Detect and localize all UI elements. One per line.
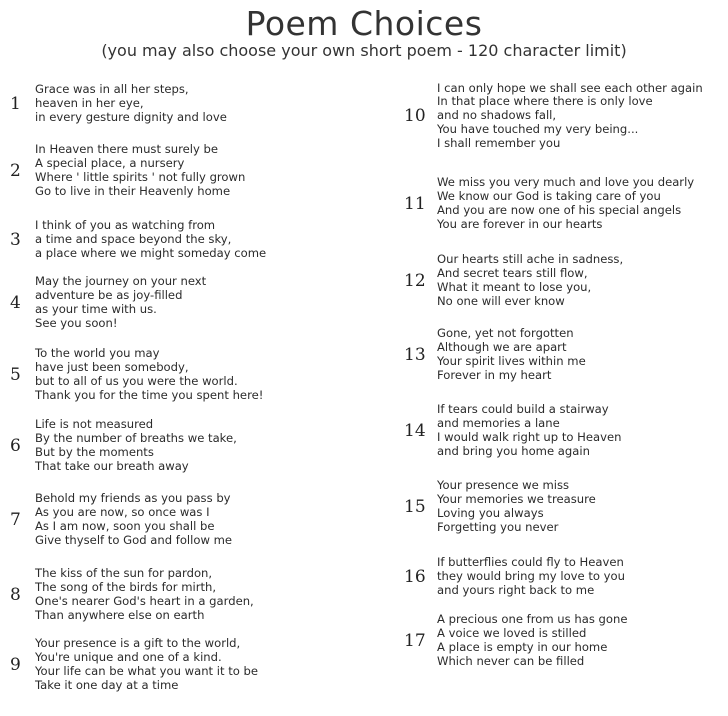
poem-line: I would walk right up to Heaven: [437, 429, 622, 444]
poem-line: If butterflies could fly to Heaven: [437, 555, 624, 570]
poem-line: Than anywhere else on earth: [35, 607, 205, 622]
poem-line: but to all of us you were the world.: [35, 373, 238, 388]
poem-number: 10: [404, 106, 426, 126]
poem-line: I can only hope we shall see each other again: [437, 80, 703, 95]
poem-number: 17: [404, 630, 426, 651]
poem-line: We know our God is taking care of you: [437, 189, 661, 204]
poem-text: [437, 556, 625, 597]
poem-number: 6: [10, 435, 21, 456]
poem-number: 15: [404, 496, 426, 517]
poem-line: We miss you very much and love you dearly: [437, 175, 695, 190]
poem-entry: [404, 327, 724, 382]
poem-line: In Heaven there must surely be: [35, 142, 218, 157]
poem-line: Our hearts still ache in sadness,: [437, 252, 624, 267]
poem-line: As you are now, so once was I: [35, 505, 210, 520]
poem-line: If tears could build a stairway: [437, 402, 609, 417]
poem-text: [35, 347, 263, 402]
poem-line: Your presence we miss: [437, 478, 570, 493]
poem-line: I shall remember you: [437, 135, 561, 150]
poem-line: But by the moments: [35, 444, 154, 459]
poem-line: Your presence is a gift to the world,: [35, 636, 241, 651]
poem-text: [35, 219, 266, 260]
poem-entry: [10, 492, 310, 547]
poem-line: Grace was in all her steps,: [35, 82, 189, 97]
poem-number: 3: [10, 229, 21, 250]
poem-line: Behold my friends as you pass by: [35, 491, 231, 506]
poem-entry: [404, 403, 724, 458]
poem-line: A precious one from us has gone: [437, 612, 628, 627]
poem-line: Your life can be what you want it to be: [35, 663, 259, 678]
poem-line: Which never can be filled: [437, 653, 585, 668]
poem-line: Where ' little spirits ' not fully grown: [35, 169, 246, 184]
poem-text: [35, 492, 232, 547]
poem-text: [35, 418, 237, 473]
poem-line: You are forever in our hearts: [437, 216, 603, 231]
poem-line: A place is empty in our home: [437, 639, 608, 654]
poem-number: 11: [404, 193, 426, 214]
poem-text: [437, 176, 694, 231]
poem-line: Forgetting you never: [437, 519, 559, 534]
poem-line: By the number of breaths we take,: [35, 431, 237, 446]
poem-line: As I am now, soon you shall be: [35, 518, 215, 533]
poem-text: [437, 82, 703, 151]
poem-line: Although we are apart: [437, 340, 567, 355]
poem-number: 14: [404, 420, 426, 441]
poem-number: 9: [10, 654, 21, 675]
poem-number: 16: [404, 566, 426, 587]
poem-line: The kiss of the sun for pardon,: [35, 566, 213, 581]
poem-line: That take our breath away: [35, 458, 189, 473]
poem-line: Go to live in their Heavenly home: [35, 183, 231, 198]
poem-entry: [10, 347, 310, 402]
poem-line: A voice we loved is stilled: [437, 626, 587, 641]
poem-entry: [10, 418, 310, 473]
poem-number: 1: [10, 93, 21, 114]
poem-line: In that place where there is only love: [437, 94, 653, 109]
poem-entry: [404, 479, 724, 534]
poem-line: as your time with us.: [35, 301, 157, 316]
poem-line: May the journey on your next: [35, 274, 207, 289]
poem-entry: [10, 83, 310, 124]
poem-text: [437, 403, 621, 458]
poem-text: [437, 327, 586, 382]
poem-line: Your spirit lives within me: [437, 353, 586, 368]
poem-number: 2: [10, 160, 21, 181]
poem-line: And secret tears still flow,: [437, 266, 588, 281]
poem-line: a place where we might someday come: [35, 245, 267, 260]
poem-line: Forever in my heart: [437, 367, 552, 382]
poem-line: No one will ever know: [437, 293, 565, 308]
poem-text: [35, 143, 245, 198]
poem-entry: [10, 637, 310, 692]
poem-line: See you soon!: [35, 315, 118, 330]
poem-line: and no shadows fall,: [437, 108, 557, 123]
poem-text: [437, 253, 623, 308]
poem-text: [35, 275, 206, 330]
poem-line: and memories a lane: [437, 416, 560, 431]
poem-entry: [404, 253, 724, 308]
poem-entry: [404, 613, 724, 668]
poem-line: and bring you home again: [437, 443, 590, 458]
poem-number: 12: [404, 270, 426, 291]
poem-entry: [10, 143, 310, 198]
poem-entry: [404, 82, 724, 151]
poem-entry: [404, 556, 724, 597]
poem-line: have just been somebody,: [35, 360, 189, 375]
poem-line: they would bring my love to you: [437, 569, 625, 584]
poem-number: 4: [10, 292, 21, 313]
poem-line: Loving you always: [437, 505, 544, 520]
poem-text: [437, 479, 596, 534]
poem-line: Thank you for the time you spent here!: [35, 387, 264, 402]
poem-line: Your memories we treasure: [437, 492, 596, 507]
poem-line: a time and space beyond the sky,: [35, 232, 232, 247]
poem-line: A special place, a nursery: [35, 156, 185, 171]
poem-line: Life is not measured: [35, 417, 154, 432]
poem-number: 5: [10, 364, 21, 385]
poem-line: Gone, yet not forgotten: [437, 326, 574, 341]
poem-entry: [10, 219, 310, 260]
poem-line: You have touched my very being...: [437, 121, 639, 136]
poem-number: 7: [10, 509, 21, 530]
poem-line: Take it one day at a time: [35, 677, 179, 692]
poem-text: [35, 567, 254, 622]
poem-line: The song of the birds for mirth,: [35, 580, 217, 595]
poem-text: [35, 83, 227, 124]
poem-line: in every gesture dignity and love: [35, 109, 227, 124]
poem-text: [35, 637, 258, 692]
page-subtitle: (you may also choose your own short poem - 120 character limit): [101, 41, 627, 60]
poem-line: and yours right back to me: [437, 582, 595, 597]
poem-line: I think of you as watching from: [35, 218, 216, 233]
poem-number: 13: [404, 344, 426, 365]
page-title: Poem Choices: [245, 4, 483, 43]
poem-number: 8: [10, 584, 21, 605]
poem-line: One's nearer God's heart in a garden,: [35, 593, 254, 608]
poem-entry: [10, 275, 310, 330]
poem-line: And you are now one of his special angels: [437, 202, 682, 217]
poem-line: You're unique and one of a kind.: [35, 650, 222, 665]
poem-entry: [10, 567, 310, 622]
poem-line: Give thyself to God and follow me: [35, 532, 233, 547]
poem-line: What it meant to lose you,: [437, 279, 592, 294]
poem-line: heaven in her eye,: [35, 96, 144, 111]
poem-line: To the world you may: [35, 346, 160, 361]
poem-text: [437, 613, 628, 668]
poem-line: adventure be as joy-filled: [35, 288, 183, 303]
poem-entry: [404, 176, 724, 231]
